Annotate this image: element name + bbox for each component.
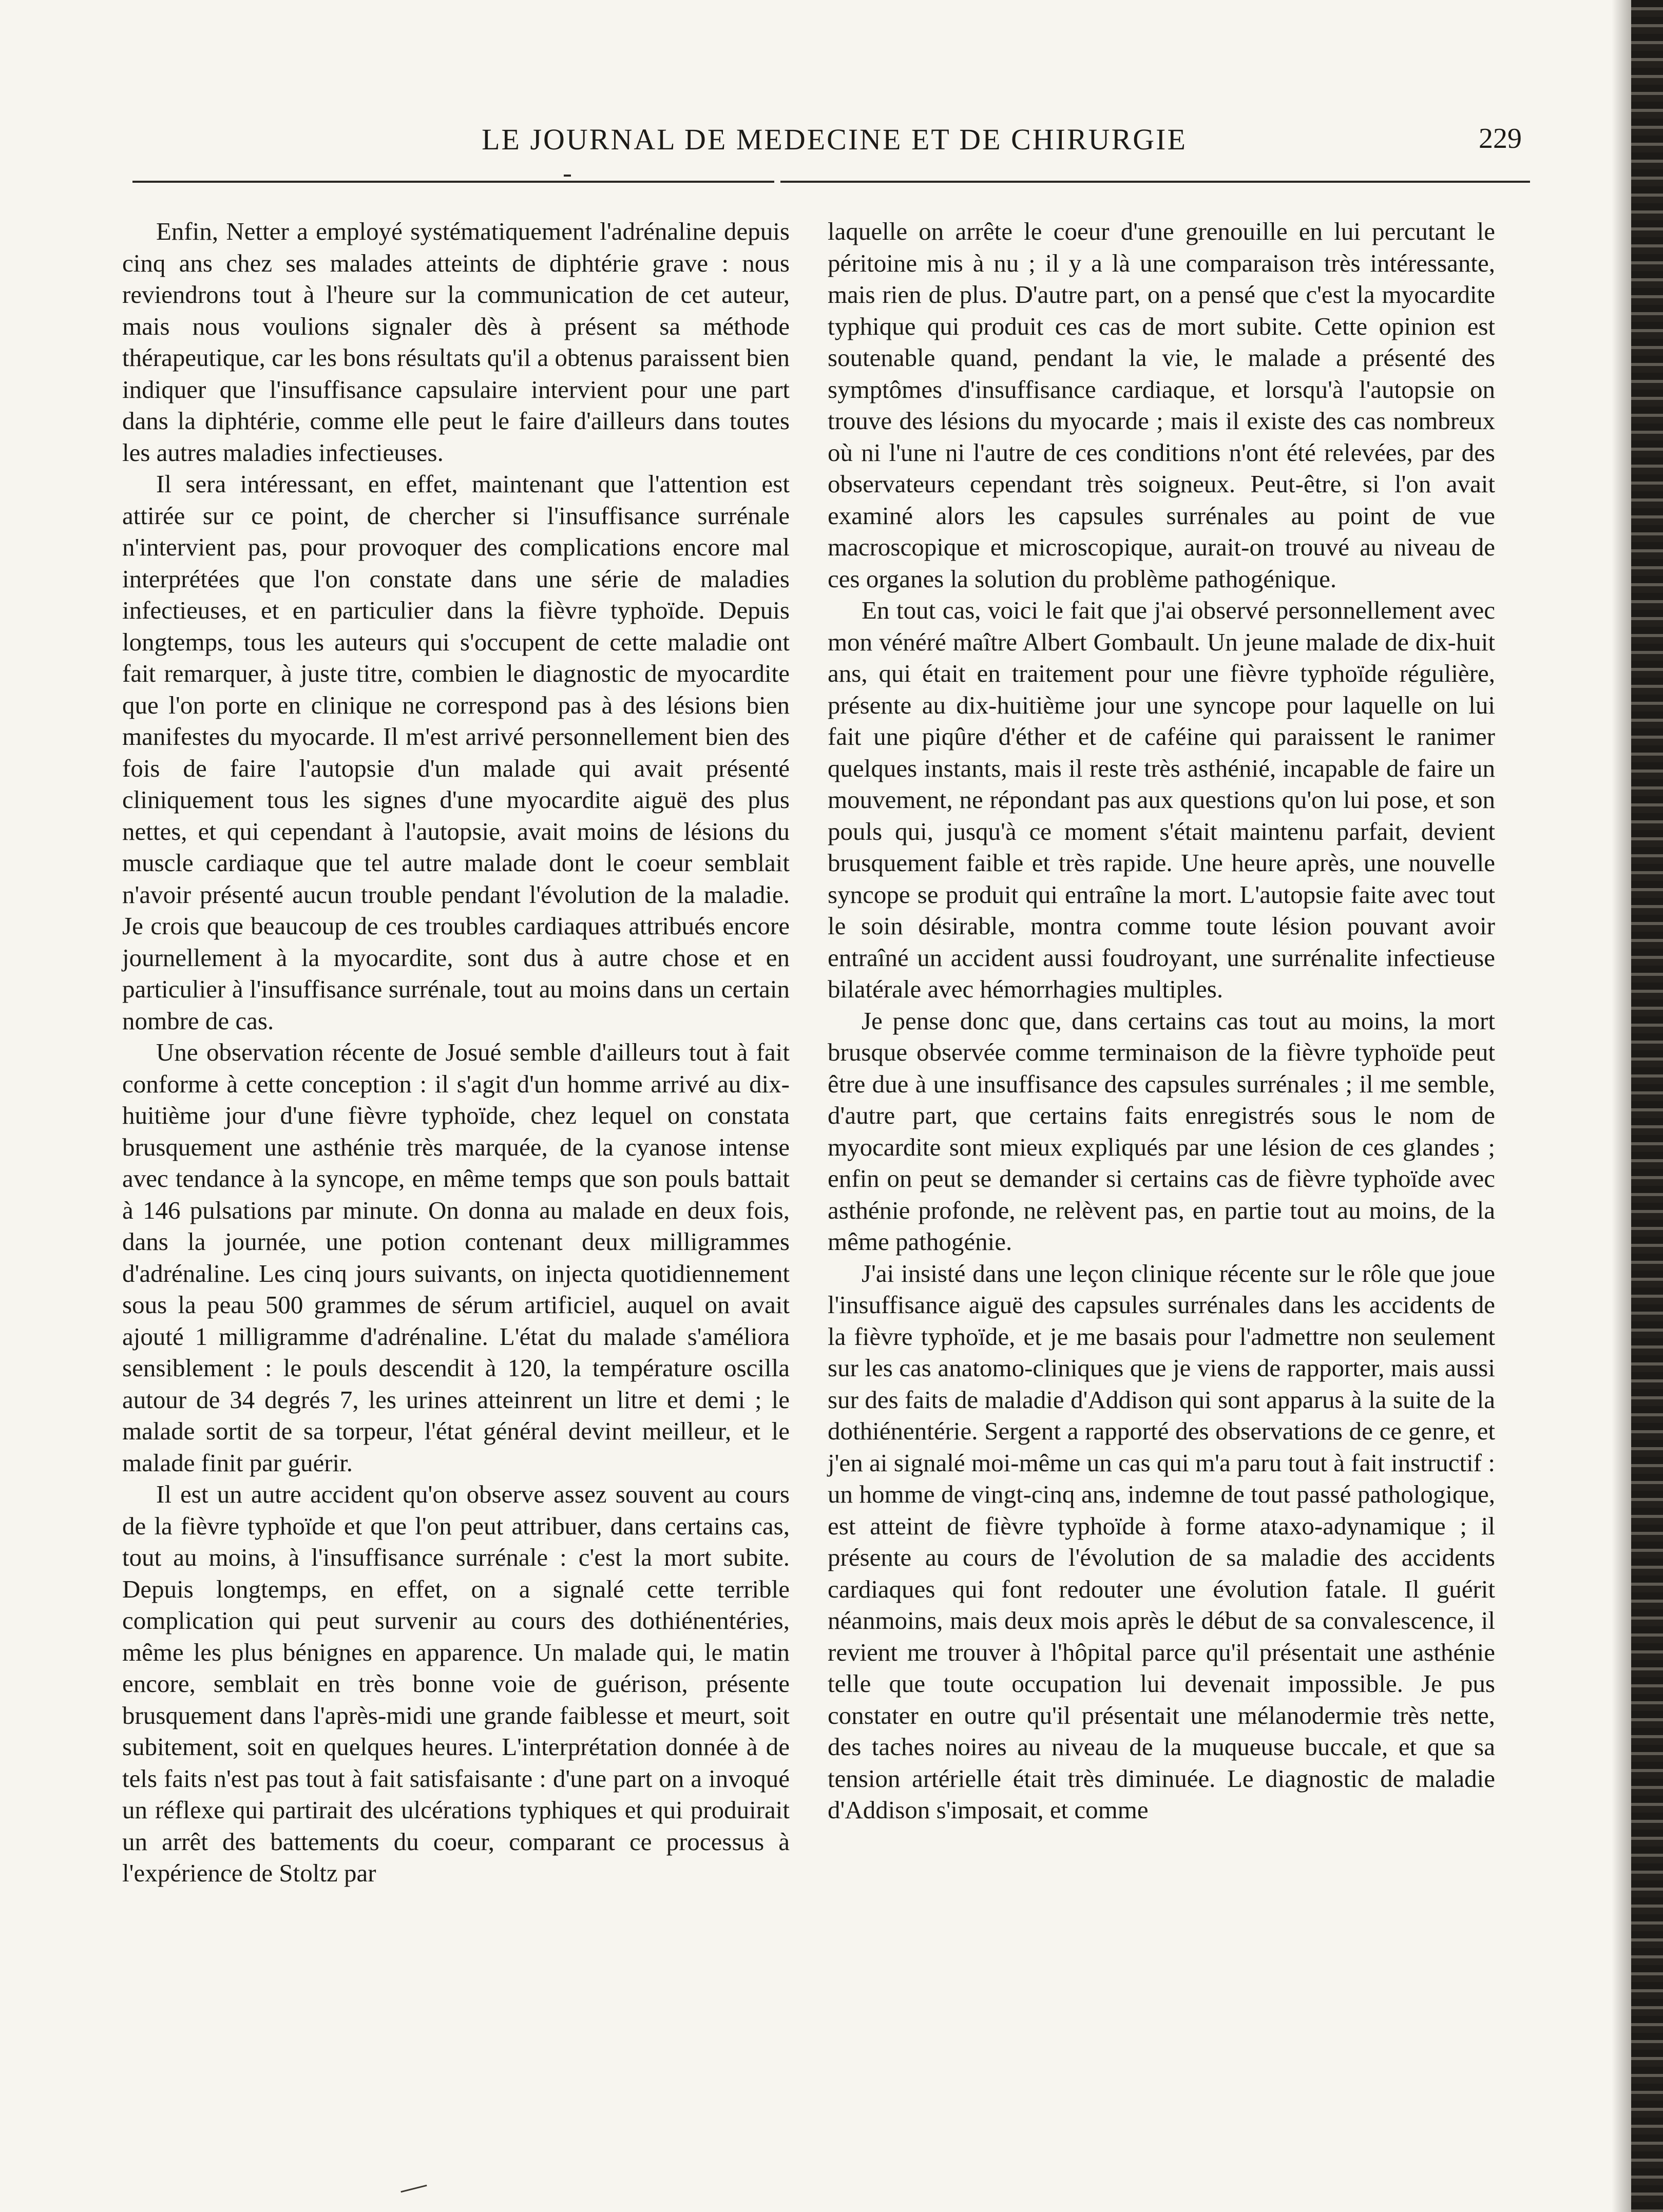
paragraph-mort-subite: Il est un autre accident qu'on observe assez souvent au cours de la fièvre typhoïde et que l'on peut attribuer, dans certains cas, tout au moins, à l'insuffisance surrénale : c'est la mort subite. Depuis longtemps, en effet, on a signalé cette terrible complication qui peut survenir au cours des dothiénentéries, même les plus bénignes en apparence. Un malade qui, le matin encore, semblait en très bonne voie de guérison, présente brusquement dans l'après-midi une grande faiblesse et meurt, soit subitement, soit en quelques heures. L'interprétation donnée à de tels faits n'est pas tout à fait satisfaisante : d'une part on a invoqué un réflexe qui partirait des ulcérations typhiques et qui produirait un arrêt des battements du coeur, comparant ce processus à l'expérience de Stoltz par: [122, 1480, 790, 1887]
header-rule-left: [132, 181, 774, 183]
header-center-mark: [564, 175, 571, 177]
paragraph-insuffisance-surrenale: Il sera intéressant, en effet, maintenant que l'attention est attirée sur ce point, de chercher si l'insuffisance surrénale n'intervient pas, pour provoquer des complications encore mal interprétées que l'on constate dans une série de maladies infectieuses, et en particulier dans la fièvre typhoïde. Depuis longtemps, tous les auteurs qui s'occupent de cette maladie ont fait remarquer, à juste titre, combien le diagnostic de myocardite que l'on porte en clinique ne correspond pas à des lésions bien manifestes du myocarde. Il m'est arrivé personnellement bien des fois de faire l'autopsie d'un malade qui avait présenté cliniquement tous les signes d'une myocardite aiguë des plus nettes, et qui cependant à l'autopsie, avait moins de lésions du muscle cardiaque que tel autre malade dont le coeur semblait n'avoir présenté aucun trouble pendant l'évolution de la maladie. Je crois que beaucoup de ces troubles cardiaques attribués encore journellement à la myocardite, sont dus à autre chose et en particulier à l'insuffisance surrénale, tout au moins dans un certain nombre de cas.: [122, 470, 790, 1035]
text-column-right: [828, 216, 1495, 1826]
paragraph-observation-gombault: En tout cas, voici le fait que j'ai observé personnellement avec mon vénéré maître Albert Gombault. Un jeune malade de dix-huit ans, qui était en traitement pour une fièvre typhoïde régulière, présente au dix-huitième jour une syncope pour laquelle on lui fait une piqûre d'éther et de caféine qui paraissent le ranimer quelques instants, mais il reste très asthénié, incapable de faire un mouvement, ne répondant pas aux questions qu'on lui pose, et son pouls qui, jusqu'à ce moment s'était maintenu parfait, devient brusquement faible et très rapide. Une heure après, une nouvelle syncope se produit qui entraîne la mort. L'autopsie faite avec tout le soin désirable, montra comme toute lésion pouvant avoir entraîné un accident aussi foudroyant, une surrénalite infectieuse bilatérale avec hémorrhagies multiples.: [828, 596, 1495, 1003]
paragraph-mort-brusque: Je pense donc que, dans certains cas tout au moins, la mort brusque observée comme terminaison de la fièvre typhoïde peut être due à une insuffisance des capsules surrénales ; il me semble, d'autre part, que certains faits enregistrés sous le nom de myocardite sont mieux expliqués par une lésion de ces glandes ; enfin on peut se demander si certains cas de fièvre typhoïde avec asthénie profonde, ne relèvent pas, en partie tout au moins, de la même pathogénie.: [828, 1006, 1495, 1256]
text-column-left: [122, 216, 790, 1889]
stray-ink-mark: [400, 2185, 427, 2192]
binding-edge: [1631, 0, 1663, 2212]
paragraph-continued-stoltz: laquelle on arrête le coeur d'une grenouille en lui percutant le péritoine mis à nu ; il y a là une comparaison très intéressante, mais rien de plus. D'autre part, on a pensé que c'est la myocardite typhique qui produit ces cas de mort subite. Cette opinion est soutenable quand, pendant la vie, le malade a présenté des symptômes d'insuffisance cardiaque, et lorsqu'à l'autopsie on trouve des lésions du myocarde ; mais il existe des cas nombreux où ni l'une ni l'autre de ces conditions n'ont été relevées, par des observateurs cependant très soigneux. Peut-être, si l'on avait examiné alors les capsules surrénales au point de vue macroscopique et microscopique, aurait-on trouvé au niveau de ces organes la solution du problème pathogénique.: [828, 217, 1495, 593]
paragraph-netter-adrenaline: Enfin, Netter a employé systématiquement l'adrénaline depuis cinq ans chez ses malades atteints de diphtérie grave : nous reviendrons tout à l'heure sur la communication de cet auteur, mais nous voulions signaler dès à présent sa méthode thérapeutique, car les bons résultats qu'il a obtenus paraissent bien indiquer que l'insuffisance capsulaire intervient pour une part dans la diphtérie, comme elle peut le faire d'ailleurs dans toutes les autres maladies infectieuses.: [122, 217, 790, 467]
paragraph-observation-josue: Une observation récente de Josué semble d'ailleurs tout à fait conforme à cette conception : il s'agit d'un homme arrivé au dix-huitième jour d'une fièvre typhoïde, chez lequel on constata brusquement une asthénie très marquée, de la cyanose intense avec tendance à la syncope, en même temps que son pouls battait à 146 pulsations par minute. On donna au malade en deux fois, dans la journée, une potion contenant deux milligrammes d'adrénaline. Les cinq jours suivants, on injecta quotidiennement sous la peau 500 grammes de sérum artificiel, auquel on avait ajouté 1 milligramme d'adrénaline. L'état du malade s'améliora sensiblement : le pouls descendit à 120, la température oscilla autour de 34 degrés 7, les urines atteinrent un litre et demi ; le malade sortit de sa torpeur, l'état général devint meilleur, et le malade finit par guérir.: [122, 1038, 790, 1477]
binding-shadow: [1612, 0, 1631, 2212]
page-number: 229: [1479, 123, 1522, 155]
paragraph-lecon-clinique: J'ai insisté dans une leçon clinique récente sur le rôle que joue l'insuffisance aiguë des capsules surrénales dans les accidents de la fièvre typhoïde, et je me basais pour l'admettre non seulement sur les cas anatomo-cliniques que je viens de rapporter, mais aussi sur des faits de maladie d'Addison qui sont apparus à la suite de la dothiénentérie. Sergent a rapporté des observations de ce genre, et j'en ai signalé moi-même un cas qui m'a paru tout à fait instructif : un homme de vingt-cinq ans, indemne de tout passé pathologique, est atteint de fièvre typhoïde à forme ataxo-adynamique ; il présente au cours de l'évolution de sa maladie des accidents cardiaques qui font redouter une évolution fatale. Il guérit néanmoins, mais deux mois après le début de sa convalescence, il revient me trouver à l'hôpital parce qu'il présentait une asthénie telle que toute occupation lui devenait impossible. Je pus constater en outre qu'il présentait une mélanodermie très nette, des taches noires au niveau de la muqueuse buccale, et que sa tension artérielle était très diminuée. Le diagnostic de maladie d'Addison s'imposait, et comme: [828, 1259, 1495, 1824]
header-rule-right: [780, 181, 1530, 183]
running-header-title: LE JOURNAL DE MEDECINE ET DE CHIRURGIE: [482, 123, 1187, 156]
